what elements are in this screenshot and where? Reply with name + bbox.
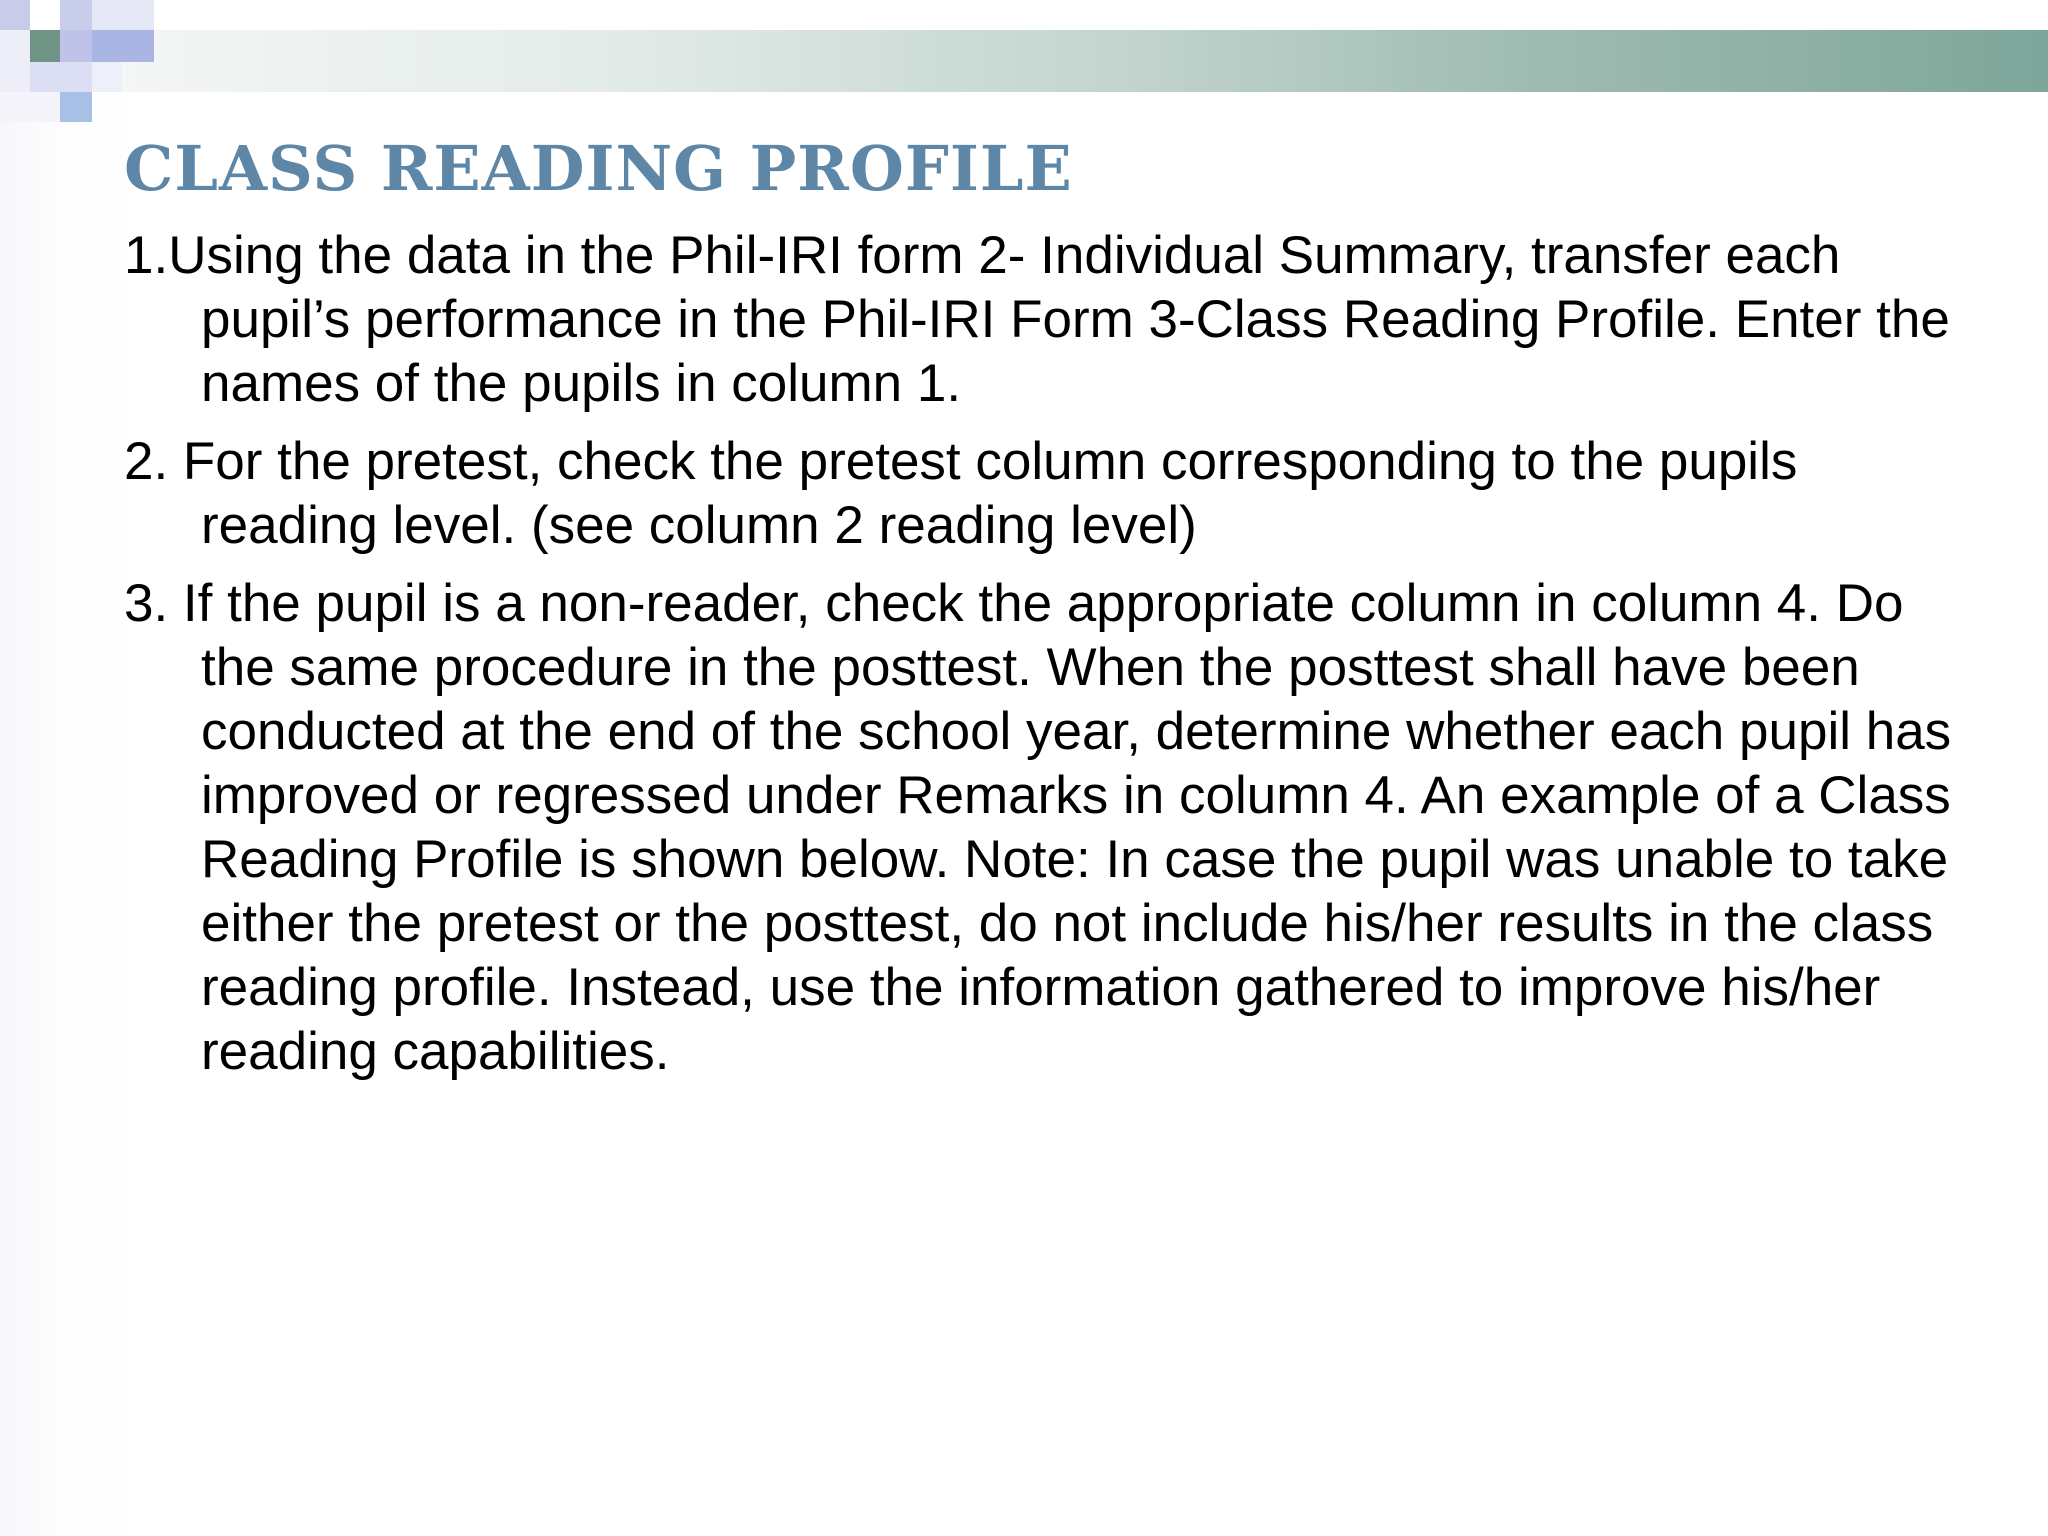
decorative-square [60,92,92,122]
instruction-item: 1.Using the data in the Phil-IRI form 2- Individual Summary, transfer each pupil’s performance in the Phil-IRI Form 3-Class Reading Profile. Enter the names of the pupils in column 1. [124,226,1950,413]
decorative-square [30,30,60,62]
header-gradient-bar [0,30,2048,92]
decorative-square [92,0,154,30]
decorative-square [92,30,154,62]
instruction-item: 2. For the pretest, check the pretest column corresponding to the pupils reading level. (see column 2 reading level) [124,432,1798,555]
decorative-square [60,30,92,62]
instruction-list [124,224,1984,1098]
decorative-square [30,0,60,30]
decorative-square [30,62,92,92]
decorative-square [0,92,60,122]
decorative-square [92,62,122,92]
decorative-square [60,0,92,32]
decorative-square [0,0,30,30]
slide-title: CLASS READING PROFILE [124,132,1073,205]
decorative-square [0,30,30,92]
instruction-item: 3. If the pupil is a non-reader, check the appropriate column in column 4. Do the same procedure in the posttest. When the posttest shall have been conducted at the end of the school year, determine whether each pupil has improved or regressed under Remarks in column 4. An example of a Class Reading Profile is shown below. Note: In case the pupil was unable to take either the pretest or the posttest, do not include his/her results in the class reading profile. Instead, use the information gathered to improve his/her reading capabilities. [124,574,1952,1081]
